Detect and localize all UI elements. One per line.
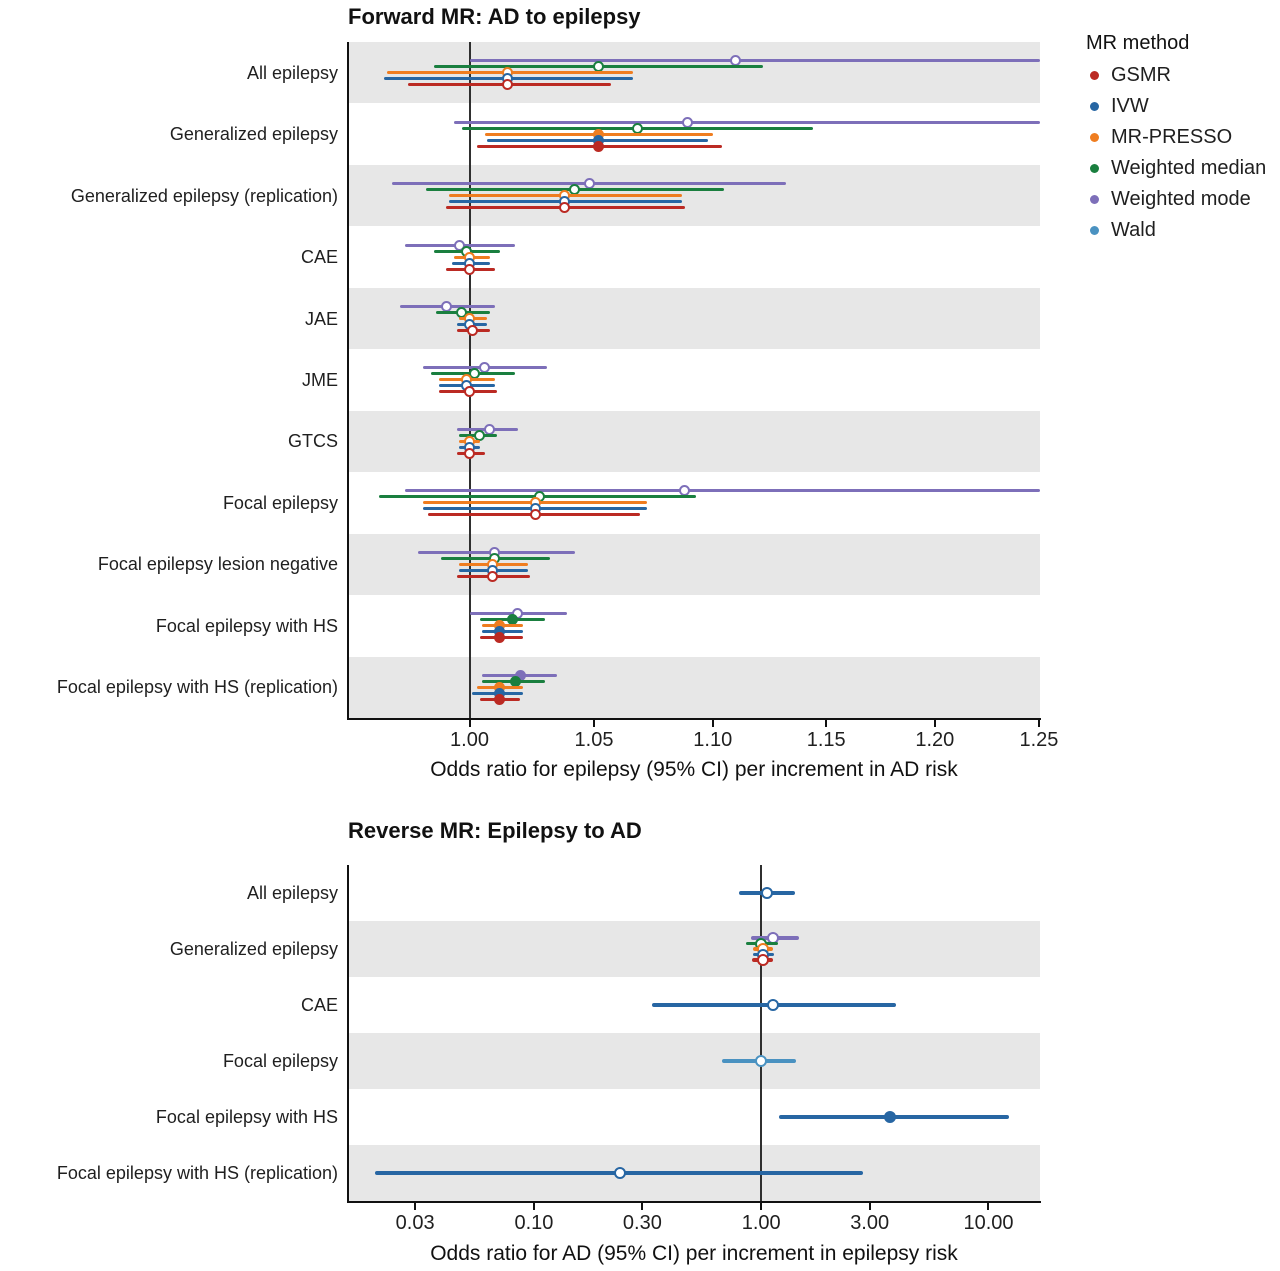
ci-line <box>454 121 1040 124</box>
row-band <box>348 921 1040 977</box>
x-axis-tick <box>533 1203 535 1210</box>
forward-chart-title: Forward MR: AD to epilepsy <box>348 4 641 29</box>
y-axis-line <box>347 865 349 1201</box>
point-marker <box>761 887 773 899</box>
legend-item-label: IVW <box>1111 95 1149 117</box>
row-label: Focal epilepsy with HS <box>155 615 338 636</box>
x-tick-label: 10.00 <box>963 1212 1014 1234</box>
x-axis-line <box>347 718 1041 720</box>
legend-dot-icon <box>1090 102 1099 111</box>
ci-line <box>405 489 1040 492</box>
row-band <box>348 534 1040 595</box>
x-tick-label: 3.00 <box>850 1212 890 1234</box>
x-tick-label: 1.25 <box>1019 728 1059 751</box>
legend-item-label: Weighted mode <box>1111 188 1251 210</box>
point-marker <box>767 999 779 1011</box>
x-tick-label: 1.20 <box>915 728 955 751</box>
point-marker <box>487 571 498 582</box>
row-label: Generalized epilepsy <box>169 939 338 959</box>
row-label: Focal epilepsy <box>222 1051 338 1071</box>
x-axis-tick <box>712 720 714 727</box>
row-label: CAE <box>300 247 338 268</box>
row-label: GTCS <box>287 431 338 452</box>
legend-dot-icon <box>1090 164 1099 173</box>
x-axis-tick <box>1038 720 1040 727</box>
row-label: Generalized epilepsy <box>169 124 338 145</box>
y-axis-line <box>347 42 349 718</box>
x-axis-tick <box>760 1203 762 1210</box>
reverse-chart-title: Reverse MR: Epilepsy to AD <box>348 818 642 843</box>
x-tick-label: 0.10 <box>514 1212 554 1234</box>
legend-item <box>1086 91 1280 122</box>
row-band <box>348 1033 1040 1089</box>
x-axis-line <box>347 1201 1041 1203</box>
legend-item <box>1086 184 1280 215</box>
legend-item <box>1086 60 1280 91</box>
x-tick-label: 1.15 <box>806 728 846 751</box>
point-marker <box>464 264 475 275</box>
legend-item-label: Weighted median <box>1111 157 1267 179</box>
row-label: All epilepsy <box>246 62 338 83</box>
ci-line <box>470 59 1040 62</box>
legend-item-label: Wald <box>1111 219 1156 241</box>
row-label: All epilepsy <box>246 883 338 903</box>
x-tick-label: 0.30 <box>622 1212 662 1234</box>
x-tick-label: 1.00 <box>741 1212 781 1234</box>
legend-dot-icon <box>1090 226 1099 235</box>
reverse-x-axis-label: Odds ratio for AD (95% CI) per increment in epilepsy risk <box>430 1242 958 1265</box>
x-axis-tick <box>869 1203 871 1210</box>
row-label: Generalized epilepsy (replication) <box>70 185 338 206</box>
row-label: Focal epilepsy with HS (replication) <box>56 1163 338 1183</box>
x-axis-tick <box>987 1203 989 1210</box>
x-tick-label: 1.00 <box>450 728 489 751</box>
row-label: Focal epilepsy <box>222 492 338 513</box>
x-axis-tick <box>469 720 471 727</box>
x-axis-tick <box>641 1203 643 1210</box>
point-marker <box>884 1111 896 1123</box>
legend-dot-icon <box>1090 71 1099 80</box>
row-label: JAE <box>304 308 338 329</box>
x-axis-tick <box>593 720 595 727</box>
row-band <box>348 288 1040 349</box>
point-marker <box>464 386 475 397</box>
row-label: Focal epilepsy with HS (replication) <box>56 677 338 698</box>
x-tick-label: 1.10 <box>693 728 733 751</box>
legend-item <box>1086 215 1280 246</box>
forward-x-axis-label: Odds ratio for epilepsy (95% CI) per increment in AD risk <box>430 758 958 781</box>
x-axis-tick <box>414 1203 416 1210</box>
point-marker <box>464 448 475 459</box>
reference-line <box>760 865 762 1201</box>
legend-item-label: MR-PRESSO <box>1111 126 1233 148</box>
x-axis-tick <box>934 720 936 727</box>
legend-item <box>1086 153 1280 184</box>
legend-title: MR method <box>1086 32 1190 54</box>
x-axis-tick <box>825 720 827 727</box>
x-tick-label: 1.05 <box>574 728 614 751</box>
legend-item <box>1086 122 1280 153</box>
point-marker <box>530 509 541 520</box>
row-label: Focal epilepsy with HS <box>155 1107 338 1127</box>
legend-item-label: GSMR <box>1111 64 1171 86</box>
legend-dot-icon <box>1090 195 1099 204</box>
row-label: Focal epilepsy lesion negative <box>97 554 338 575</box>
x-tick-label: 0.03 <box>395 1212 435 1234</box>
legend <box>1086 32 1280 246</box>
row-band <box>348 411 1040 472</box>
point-marker <box>593 141 604 152</box>
row-label: JME <box>302 369 338 390</box>
row-label: CAE <box>300 995 338 1015</box>
legend-items <box>1086 60 1280 246</box>
legend-dot-icon <box>1090 133 1099 142</box>
point-marker <box>494 632 505 643</box>
row-band <box>348 657 1040 718</box>
point-marker <box>467 325 478 336</box>
